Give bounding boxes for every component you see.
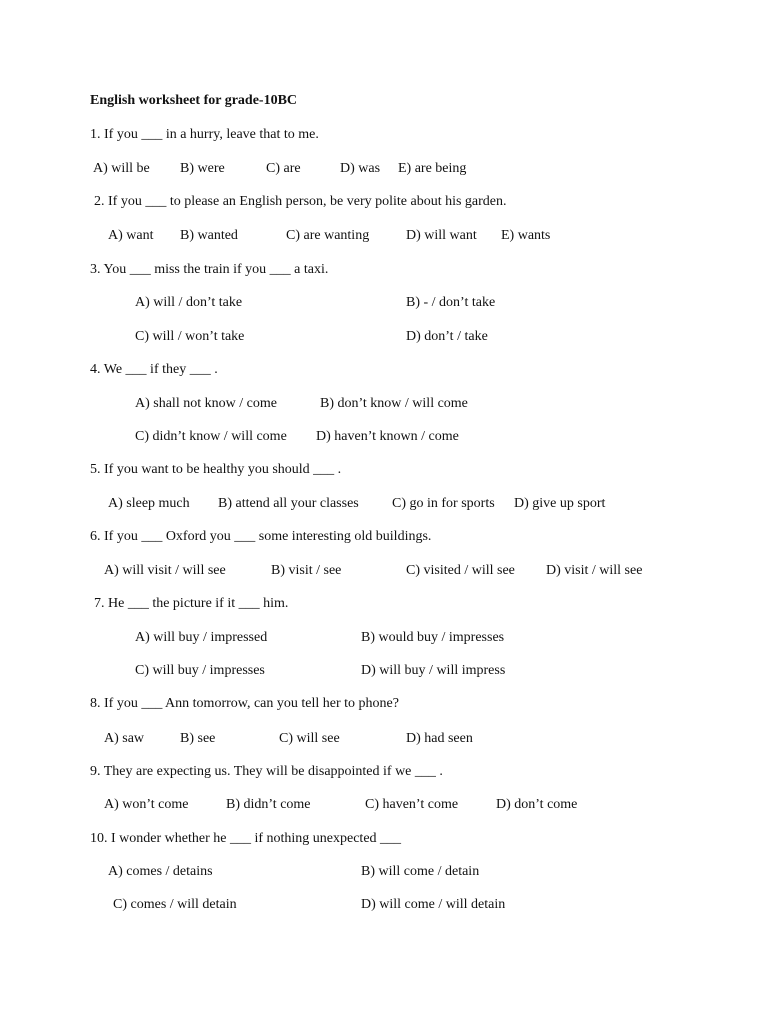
question-10-option-d: D) will come / will detain	[361, 897, 506, 912]
question-8-option-a: A) saw	[104, 731, 145, 746]
question-8-option-c: C) will see	[279, 731, 340, 746]
question-5-option-a: A) sleep much	[108, 496, 190, 511]
question-3-option-c: C) will / won’t take	[135, 329, 245, 344]
question-6-option-d: D) visit / will see	[546, 563, 643, 578]
question-4-option-b: B) don’t know / will come	[320, 396, 468, 411]
question-1-option-d: D) was	[340, 161, 381, 176]
question-5-option-b: B) attend all your classes	[218, 496, 359, 511]
worksheet-title: English worksheet for grade-10BC	[90, 93, 298, 108]
question-1-option-c: C) are	[266, 161, 301, 176]
question-6-option-c: C) visited / will see	[406, 563, 515, 578]
question-10-option-b: B) will come / detain	[361, 864, 480, 879]
question-9-option-c: C) haven’t come	[365, 797, 459, 812]
question-7-option-c: C) will buy / impresses	[135, 663, 265, 678]
question-1-option-a: A) will be	[93, 161, 150, 176]
question-8-option-b: B) see	[180, 731, 216, 746]
question-2-option-d: D) will want	[406, 228, 477, 243]
question-3-option-d: D) don’t / take	[406, 329, 488, 344]
question-5-stem: 5. If you want to be healthy you should ___ .	[90, 462, 342, 477]
question-4-stem: 4. We ___ if they ___ .	[90, 362, 218, 377]
question-1-option-b: B) were	[180, 161, 225, 176]
question-2-stem: 2. If you ___ to please an English person, be very polite about his garden.	[94, 194, 507, 209]
question-1-option-e: E) are being	[398, 161, 467, 176]
question-3-option-b: B) - / don’t take	[406, 295, 496, 310]
question-6-option-a: A) will visit / will see	[104, 563, 226, 578]
question-1-stem: 1. If you ___ in a hurry, leave that to me.	[90, 127, 319, 142]
question-2-option-c: C) are wanting	[286, 228, 370, 243]
question-7-option-d: D) will buy / will impress	[361, 663, 506, 678]
question-4-option-d: D) haven’t known / come	[316, 429, 459, 444]
question-6-stem: 6. If you ___ Oxford you ___ some interesting old buildings.	[90, 529, 432, 544]
question-8-stem: 8. If you ___ Ann tomorrow, can you tell her to phone?	[90, 696, 399, 711]
question-10-stem: 10. I wonder whether he ___ if nothing unexpected ___	[90, 831, 402, 846]
question-9-stem: 9. They are expecting us. They will be disappointed if we ___ .	[90, 764, 443, 779]
question-7-option-b: B) would buy / impresses	[361, 630, 505, 645]
question-2-option-a: A) want	[108, 228, 154, 243]
question-2-option-b: B) wanted	[180, 228, 238, 243]
question-5-option-d: D) give up sport	[514, 496, 606, 511]
question-10-option-c: C) comes / will detain	[113, 897, 237, 912]
question-4-option-c: C) didn’t know / will come	[135, 429, 287, 444]
question-3-option-a: A) will / don’t take	[135, 295, 243, 310]
question-7-option-a: A) will buy / impressed	[135, 630, 268, 645]
question-5-option-c: C) go in for sports	[392, 496, 495, 511]
question-6-option-b: B) visit / see	[271, 563, 342, 578]
question-9-option-a: A) won’t come	[104, 797, 189, 812]
question-3-stem: 3. You ___ miss the train if you ___ a taxi.	[90, 262, 329, 277]
question-7-stem: 7. He ___ the picture if it ___ him.	[94, 596, 289, 611]
question-2-option-e: E) wants	[501, 228, 551, 243]
question-10-option-a: A) comes / detains	[108, 864, 213, 879]
question-4-option-a: A) shall not know / come	[135, 396, 277, 411]
question-9-option-b: B) didn’t come	[226, 797, 311, 812]
question-9-option-d: D) don’t come	[496, 797, 578, 812]
question-8-option-d: D) had seen	[406, 731, 473, 746]
